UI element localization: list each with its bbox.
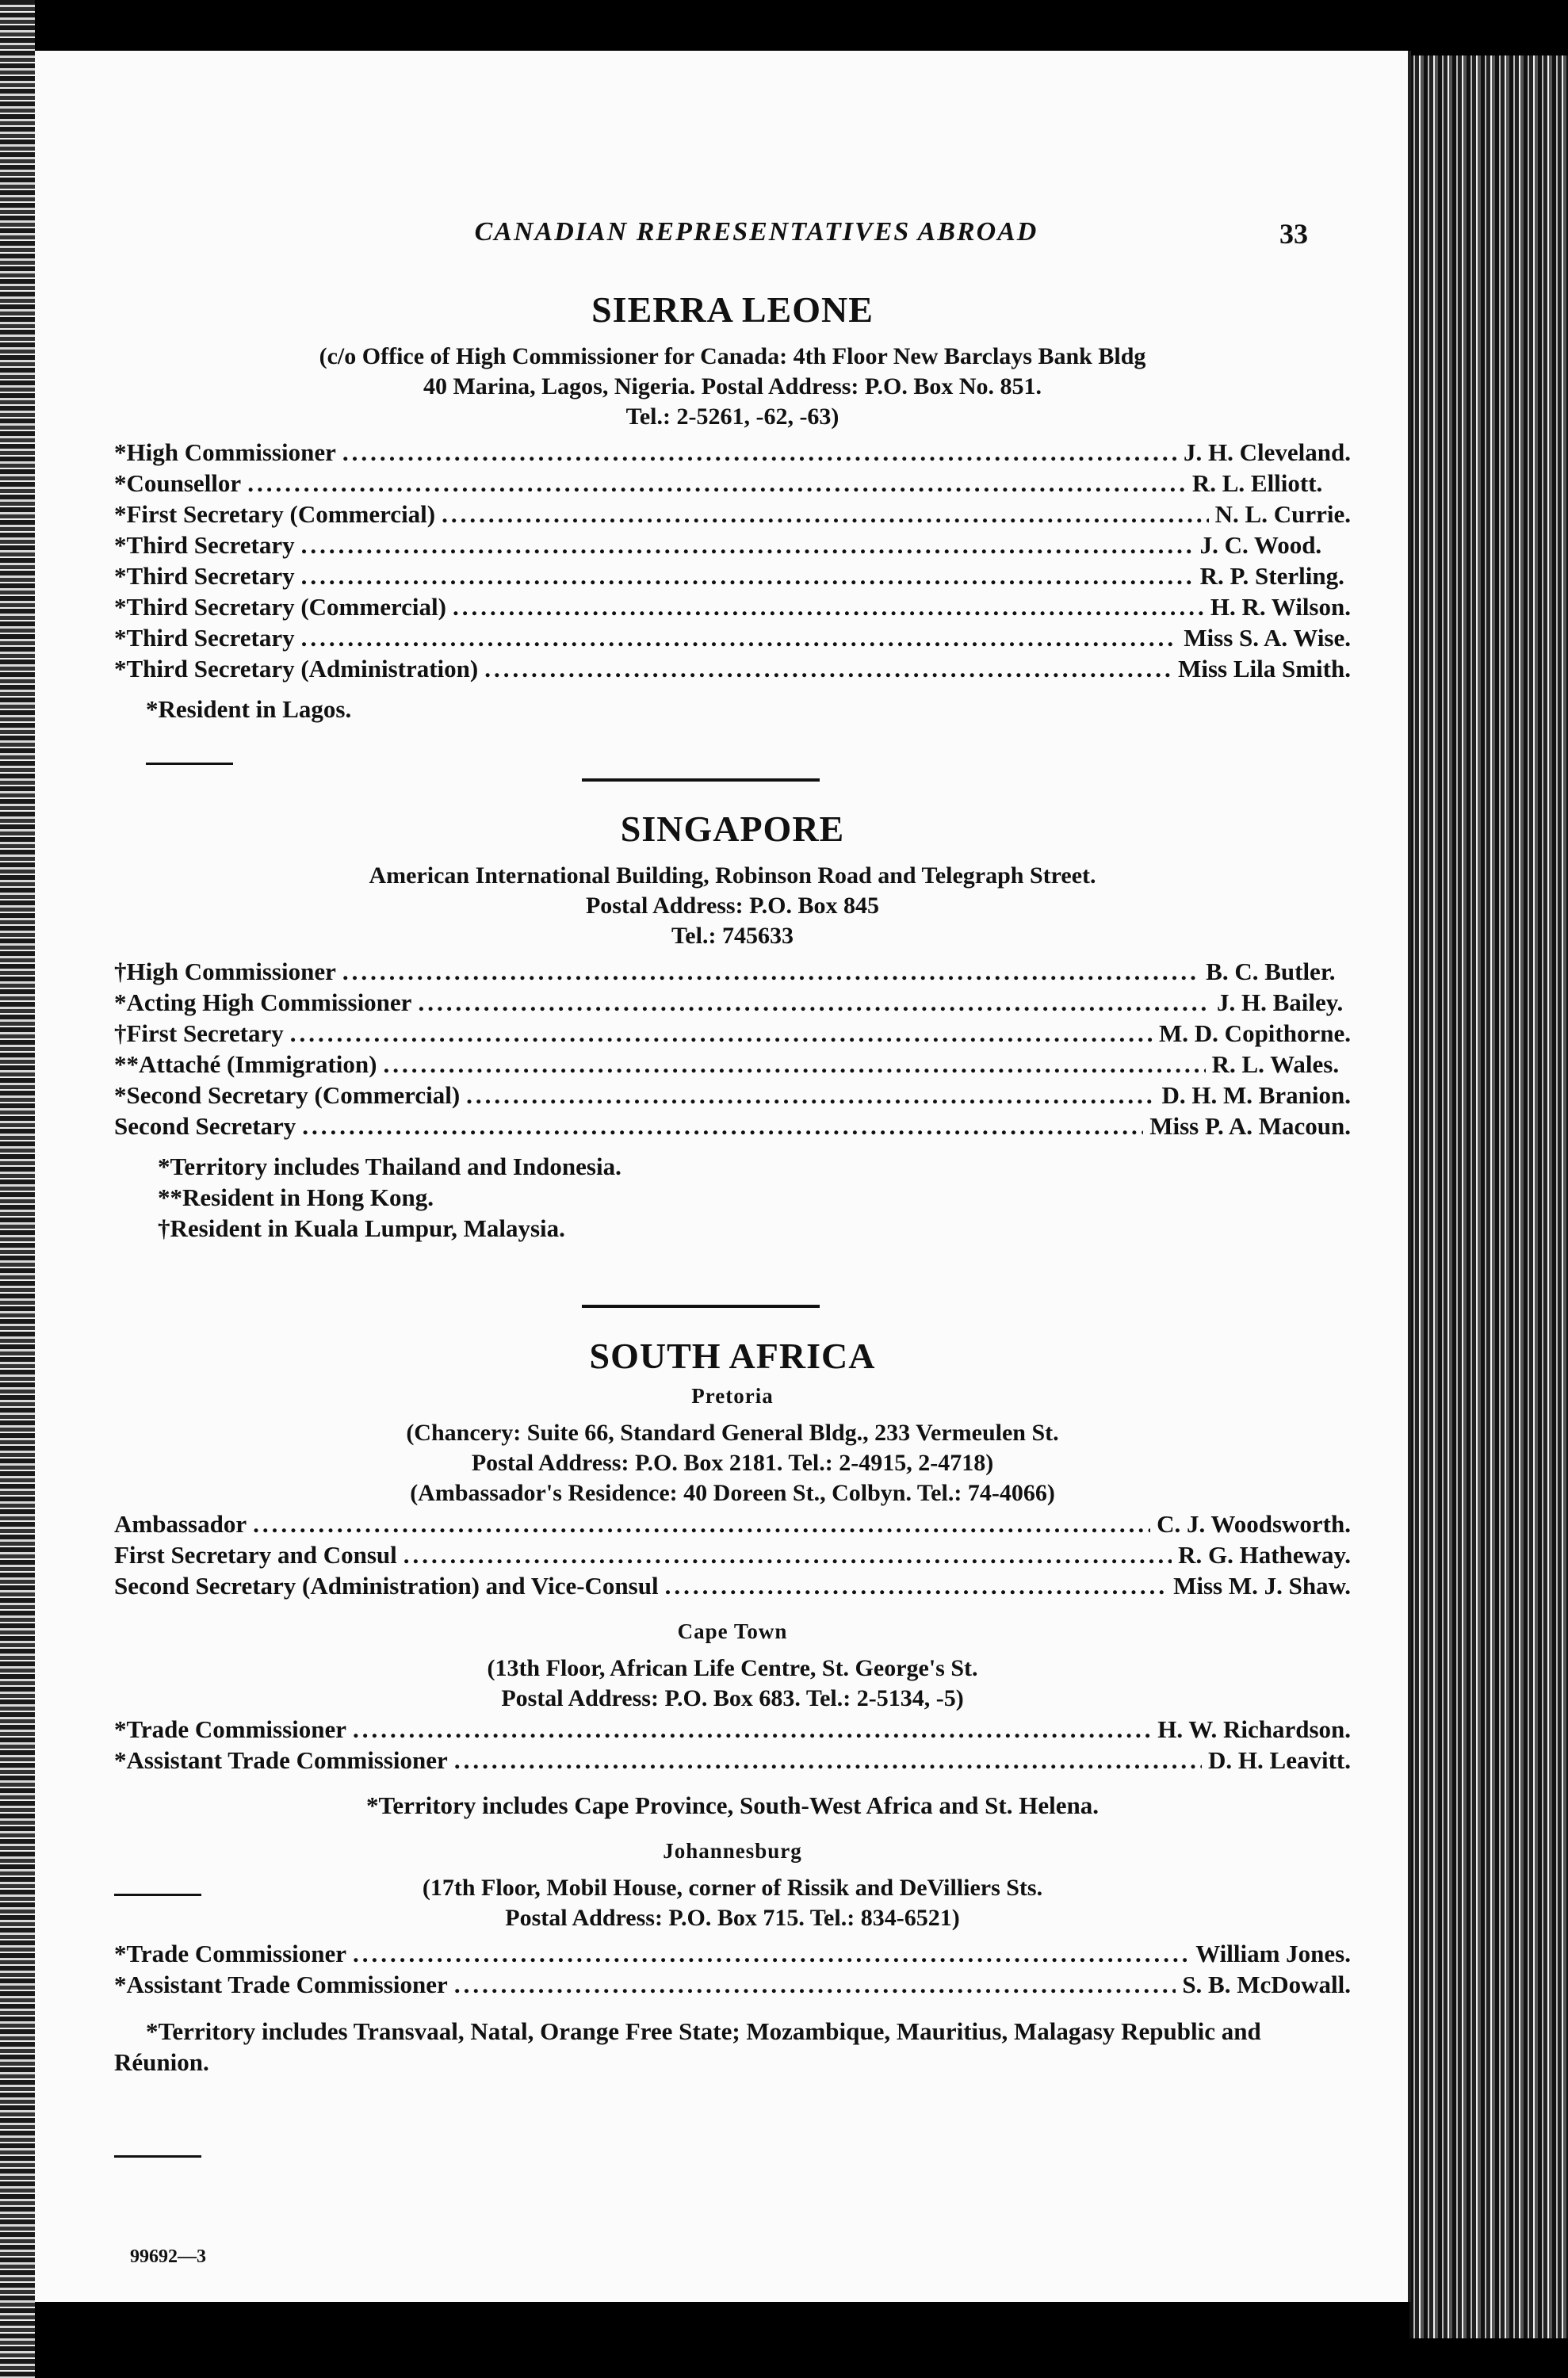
- pencil-underline: [114, 1894, 201, 1896]
- footnote: *Territory includes Thailand and Indonesia.: [158, 1153, 621, 1180]
- staff-role: Ambassador: [114, 1510, 247, 1538]
- staff-name: D. H. M. Branion.: [1161, 1081, 1351, 1109]
- address-line: (Chancery: Suite 66, Standard General Bldg., 233 Vermeulen St.: [406, 1420, 1059, 1446]
- staff-name: R. P. Sterling.: [1199, 562, 1344, 590]
- address-block: [114, 1654, 1351, 1714]
- staff-role: *Third Secretary (Commercial): [114, 593, 446, 621]
- staff-list: [114, 1714, 1351, 1776]
- staff-row: [114, 437, 1351, 468]
- country-heading: SIERRA LEONE: [591, 289, 874, 330]
- staff-name: Miss P. A. Macoun.: [1149, 1112, 1351, 1140]
- section-sierra-leone: [114, 289, 1351, 724]
- pencil-underline: [146, 763, 233, 765]
- staff-role: *Trade Commissioner: [114, 1715, 347, 1743]
- staff-name: C. J. Woodsworth.: [1157, 1510, 1351, 1538]
- staff-name: J. C. Wood.: [1199, 531, 1322, 559]
- staff-role: *Counsellor: [114, 469, 242, 497]
- staff-name: R. L. Elliott.: [1191, 469, 1323, 497]
- running-head: CANADIAN REPRESENTATIVES ABROAD: [474, 217, 1038, 247]
- staff-row: [114, 1969, 1351, 2000]
- city-heading-pretoria: Pretoria: [691, 1384, 774, 1408]
- staff-name: Miss Lila Smith.: [1178, 655, 1351, 682]
- page-number: 33: [1279, 218, 1308, 250]
- staff-name: D. H. Leavitt.: [1208, 1746, 1351, 1774]
- staff-row: [114, 1111, 1351, 1141]
- address-block: [114, 1873, 1351, 1933]
- staff-row: [114, 468, 1351, 499]
- staff-row: [114, 1745, 1351, 1776]
- staff-row: [114, 1714, 1351, 1745]
- staff-row: [114, 1539, 1351, 1570]
- staff-name: M. D. Copithorne.: [1159, 1019, 1351, 1047]
- staff-name: H. R. Wilson.: [1210, 593, 1351, 621]
- footnote: *Territory includes Transvaal, Natal, Orange Free State; Mozambique, Mauritius, Malagasy Republic and Réunion.: [114, 2017, 1261, 2076]
- address-line: Postal Address: P.O. Box 715. Tel.: 834-6521): [505, 1905, 960, 1931]
- staff-list: [114, 1508, 1351, 1601]
- staff-role: *Third Secretary: [114, 531, 295, 559]
- staff-role: *Second Secretary (Commercial): [114, 1081, 461, 1109]
- staff-role: **Attaché (Immigration): [114, 1050, 377, 1078]
- staff-list: [114, 956, 1351, 1141]
- staff-role: Second Secretary: [114, 1112, 296, 1140]
- staff-row: [114, 653, 1351, 684]
- staff-row: [114, 1018, 1351, 1049]
- address-line: Postal Address: P.O. Box 845: [585, 893, 880, 919]
- section-divider: [582, 778, 820, 782]
- footnotes: [114, 1151, 1351, 1244]
- country-heading: SINGAPORE: [620, 809, 845, 849]
- staff-role: Second Secretary (Administration) and Vice-Consul: [114, 1572, 659, 1600]
- staff-name: J. H. Bailey.: [1216, 988, 1344, 1016]
- staff-row: [114, 560, 1351, 591]
- section-divider: [582, 1305, 820, 1308]
- staff-name: William Jones.: [1195, 1940, 1351, 1967]
- address-block: [114, 342, 1351, 432]
- staff-name: Miss S. A. Wise.: [1184, 624, 1351, 652]
- staff-name: S. B. McDowall.: [1182, 1971, 1351, 1998]
- address-block: [114, 1418, 1351, 1508]
- address-line: (17th Floor, Mobil House, corner of Rissik and DeVilliers Sts.: [422, 1875, 1043, 1901]
- section-singapore: [114, 808, 1351, 1244]
- address-line: Tel.: 2-5261, -62, -63): [625, 403, 839, 430]
- staff-name: H. W. Richardson.: [1157, 1715, 1351, 1743]
- staff-role: *High Commissioner: [114, 438, 336, 466]
- staff-row: [114, 1080, 1351, 1111]
- staff-name: B. C. Butler.: [1206, 958, 1336, 985]
- staff-row: [114, 591, 1351, 622]
- book-page: [35, 51, 1411, 2302]
- country-heading: SOUTH AFRICA: [589, 1336, 876, 1376]
- pencil-underline: [114, 2155, 201, 2158]
- address-block: [114, 861, 1351, 951]
- staff-role: *Acting High Commissioner: [114, 988, 412, 1016]
- staff-role: *Third Secretary: [114, 624, 295, 652]
- city-heading-johannesburg: Johannesburg: [663, 1839, 802, 1863]
- city-heading-cape-town: Cape Town: [677, 1619, 788, 1643]
- address-line: 40 Marina, Lagos, Nigeria. Postal Address: P.O. Box No. 851.: [423, 373, 1042, 400]
- staff-row: [114, 622, 1351, 653]
- staff-list: [114, 437, 1351, 684]
- footnote: †Resident in Kuala Lumpur, Malaysia.: [158, 1214, 565, 1242]
- staff-name: R. G. Hatheway.: [1178, 1541, 1351, 1569]
- staff-row: [114, 1508, 1351, 1539]
- staff-role: †First Secretary: [114, 1019, 284, 1047]
- footnote: *Territory includes Cape Province, South-West Africa and St. Helena.: [366, 1791, 1099, 1819]
- staff-row: [114, 530, 1351, 560]
- staff-role: *Third Secretary: [114, 562, 295, 590]
- footnotes: [114, 694, 1351, 724]
- staff-role: *Assistant Trade Commissioner: [114, 1746, 448, 1774]
- staff-name: R. L. Wales.: [1211, 1050, 1340, 1078]
- printer-code: 99692—3: [130, 2246, 206, 2267]
- staff-role: *First Secretary (Commercial): [114, 500, 436, 528]
- staff-row: [114, 499, 1351, 530]
- staff-row: [114, 987, 1351, 1018]
- address-line: (Ambassador's Residence: 40 Doreen St., Colbyn. Tel.: 74-4066): [410, 1480, 1055, 1506]
- staff-role: †High Commissioner: [114, 958, 336, 985]
- address-line: (13th Floor, African Life Centre, St. George's St.: [487, 1655, 978, 1681]
- staff-name: Miss M. J. Shaw.: [1173, 1572, 1351, 1600]
- address-line: Tel.: 745633: [671, 923, 794, 949]
- staff-role: *Assistant Trade Commissioner: [114, 1971, 448, 1998]
- staff-row: [114, 1570, 1351, 1601]
- staff-row: [114, 956, 1351, 987]
- staff-name: N. L. Currie.: [1214, 500, 1351, 528]
- staff-list: [114, 1938, 1351, 2000]
- staff-row: [114, 1049, 1351, 1080]
- staff-role: *Third Secretary (Administration): [114, 655, 479, 682]
- address-line: American International Building, Robinson Road and Telegraph Street.: [369, 862, 1096, 889]
- section-south-africa: [114, 1335, 1351, 2078]
- address-line: Postal Address: P.O. Box 2181. Tel.: 2-4915, 2-4718): [471, 1450, 994, 1476]
- staff-role: First Secretary and Consul: [114, 1541, 397, 1569]
- page-stack-edge: [1409, 55, 1568, 2338]
- book-spine-edge: [0, 0, 35, 2378]
- footnote: *Resident in Lagos.: [146, 695, 352, 723]
- footnote: **Resident in Hong Kong.: [158, 1183, 434, 1211]
- staff-role: *Trade Commissioner: [114, 1940, 347, 1967]
- staff-name: J. H. Cleveland.: [1184, 438, 1351, 466]
- address-line: Postal Address: P.O. Box 683. Tel.: 2-5134, -5): [501, 1685, 964, 1711]
- staff-row: [114, 1938, 1351, 1969]
- address-line: (c/o Office of High Commissioner for Canada: 4th Floor New Barclays Bank Bldg: [319, 343, 1146, 369]
